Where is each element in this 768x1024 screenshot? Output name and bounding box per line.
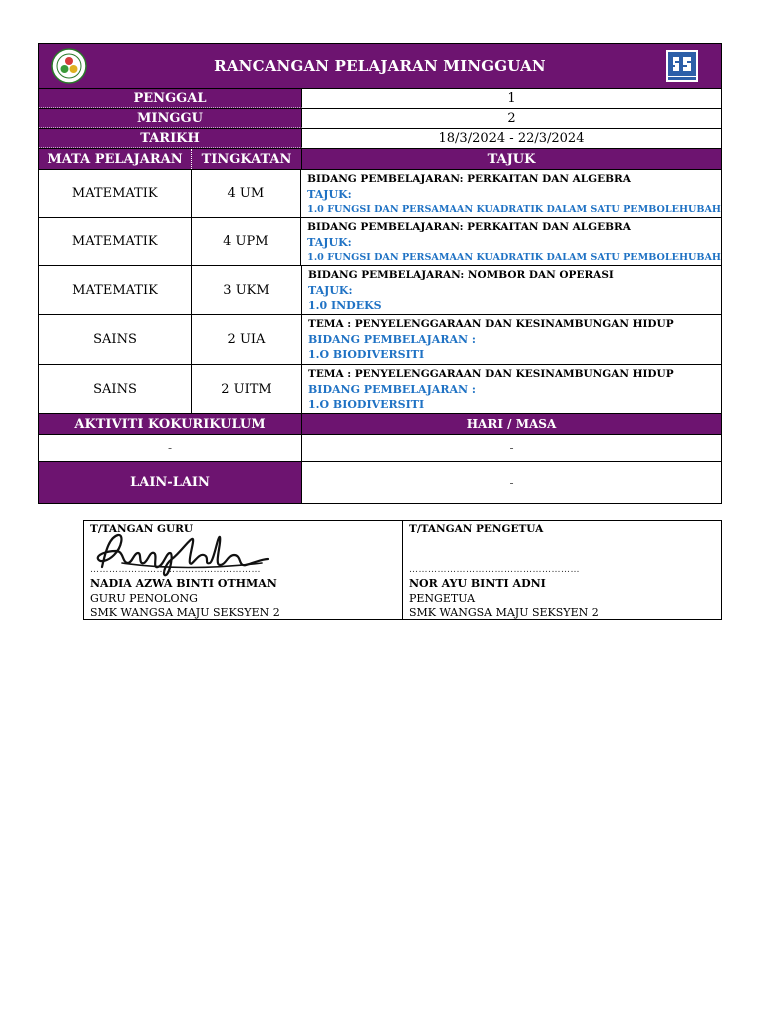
table-row — [39, 365, 721, 414]
table-row — [39, 315, 721, 365]
principal-signature-section — [402, 521, 721, 619]
topic-area: BIDANG PEMBELAJARAN: PERKAITAN DAN ALGEBRA — [307, 173, 631, 185]
subject-cell: MATEMATIK — [39, 218, 192, 265]
meta-row-tarikh — [39, 129, 721, 149]
topic-label: BIDANG PEMBELAJARAN : — [308, 383, 476, 396]
topic-cell — [302, 266, 721, 314]
meta-value: 1 — [507, 91, 516, 106]
column-header-level: TINGKATAN — [192, 149, 302, 169]
day-time-label: HARI / MASA — [466, 417, 557, 431]
topic-area: BIDANG PEMBELAJARAN: PERKAITAN DAN ALGEBRA — [307, 221, 631, 233]
topic-title: 1.0 INDEKS — [308, 299, 382, 312]
subject-cell: SAINS — [39, 315, 192, 364]
principal-position: PENGETUA — [409, 592, 476, 605]
teacher-signature-heading: T/TANGAN GURU — [90, 523, 194, 535]
meta-label: MINGGU — [39, 109, 302, 128]
topic-label: TAJUK: — [308, 284, 353, 297]
principal-school: SMK WANGSA MAJU SEKSYEN 2 — [409, 606, 599, 619]
topic-title: 1.O BIODIVERSITI — [308, 398, 425, 411]
topic-label: TAJUK: — [307, 188, 352, 201]
principal-signature-heading: T/TANGAN PENGETUA — [409, 523, 544, 535]
topic-cell — [301, 218, 721, 265]
topic-title: 1.O BIODIVERSITI — [308, 348, 425, 361]
subject-cell: MATEMATIK — [39, 170, 192, 217]
topic-cell — [302, 315, 721, 364]
topic-label: TAJUK: — [307, 236, 352, 249]
others-row — [39, 462, 721, 503]
principal-signature-line: ……………………………………………… — [409, 565, 580, 575]
meta-value: 2 — [507, 111, 516, 126]
level-cell: 4 UPM — [192, 218, 302, 265]
level-cell: 2 UIA — [192, 315, 302, 364]
level-cell: 4 UM — [192, 170, 302, 217]
teacher-school: SMK WANGSA MAJU SEKSYEN 2 — [90, 606, 280, 619]
teacher-signature-line: ……………………………………………… — [90, 565, 261, 575]
teacher-position: GURU PENOLONG — [90, 592, 198, 605]
table-row — [39, 218, 721, 266]
meta-row-penggal — [39, 89, 721, 109]
column-header-topic: TAJUK — [487, 151, 536, 167]
table-row — [39, 266, 721, 315]
others-label: LAIN-LAIN — [39, 462, 302, 503]
cocurricular-time: - — [509, 441, 514, 455]
level-cell: 2 UITM — [192, 365, 302, 413]
title-bar — [39, 44, 721, 89]
topic-label: BIDANG PEMBELAJARAN : — [308, 333, 476, 346]
topic-area: TEMA : PENYELENGGARAAN DAN KESINAMBUNGAN HIDUP — [308, 318, 674, 330]
subject-cell: SAINS — [39, 365, 192, 413]
teacher-signature-section — [84, 521, 402, 619]
principal-name: NOR AYU BINTI ADNI — [409, 577, 546, 590]
school-crest-icon — [51, 48, 87, 84]
column-header-subject: MATA PELAJARAN — [39, 149, 192, 169]
topic-cell — [301, 170, 721, 217]
topic-area: TEMA : PENYELENGGARAAN DAN KESINAMBUNGAN HIDUP — [308, 368, 674, 380]
page-title: RANCANGAN PELAJARAN MINGGUAN — [214, 57, 546, 75]
cocurricular-activity: - — [39, 435, 302, 461]
cocurricular-row — [39, 435, 721, 462]
signature-box — [83, 520, 722, 620]
teacher-name: NADIA AZWA BINTI OTHMAN — [90, 577, 277, 590]
cocurricular-header-row — [39, 414, 721, 435]
lesson-plan-table — [38, 43, 722, 504]
topic-title: 1.0 FUNGSI DAN PERSAMAAN KUADRATIK DALAM SATU PEMBOLEHUBAH — [307, 204, 721, 215]
topic-cell — [302, 365, 721, 413]
meta-label: TARIKH — [39, 129, 302, 148]
cocurricular-label: AKTIVITI KOKURIKULUM — [39, 414, 302, 434]
meta-value: 18/3/2024 - 22/3/2024 — [438, 131, 585, 146]
subject-cell: MATEMATIK — [39, 266, 192, 314]
level-cell: 3 UKM — [192, 266, 302, 314]
meta-label: PENGGAL — [39, 89, 302, 108]
column-header-row — [39, 149, 721, 170]
topic-title: 1.0 FUNGSI DAN PERSAMAAN KUADRATIK DALAM SATU PEMBOLEHUBAH — [307, 252, 721, 263]
topic-area: BIDANG PEMBELAJARAN: NOMBOR DAN OPERASI — [308, 269, 614, 281]
others-value: - — [509, 475, 514, 490]
ministry-logo-icon — [665, 49, 699, 83]
meta-row-minggu — [39, 109, 721, 129]
table-row — [39, 170, 721, 218]
